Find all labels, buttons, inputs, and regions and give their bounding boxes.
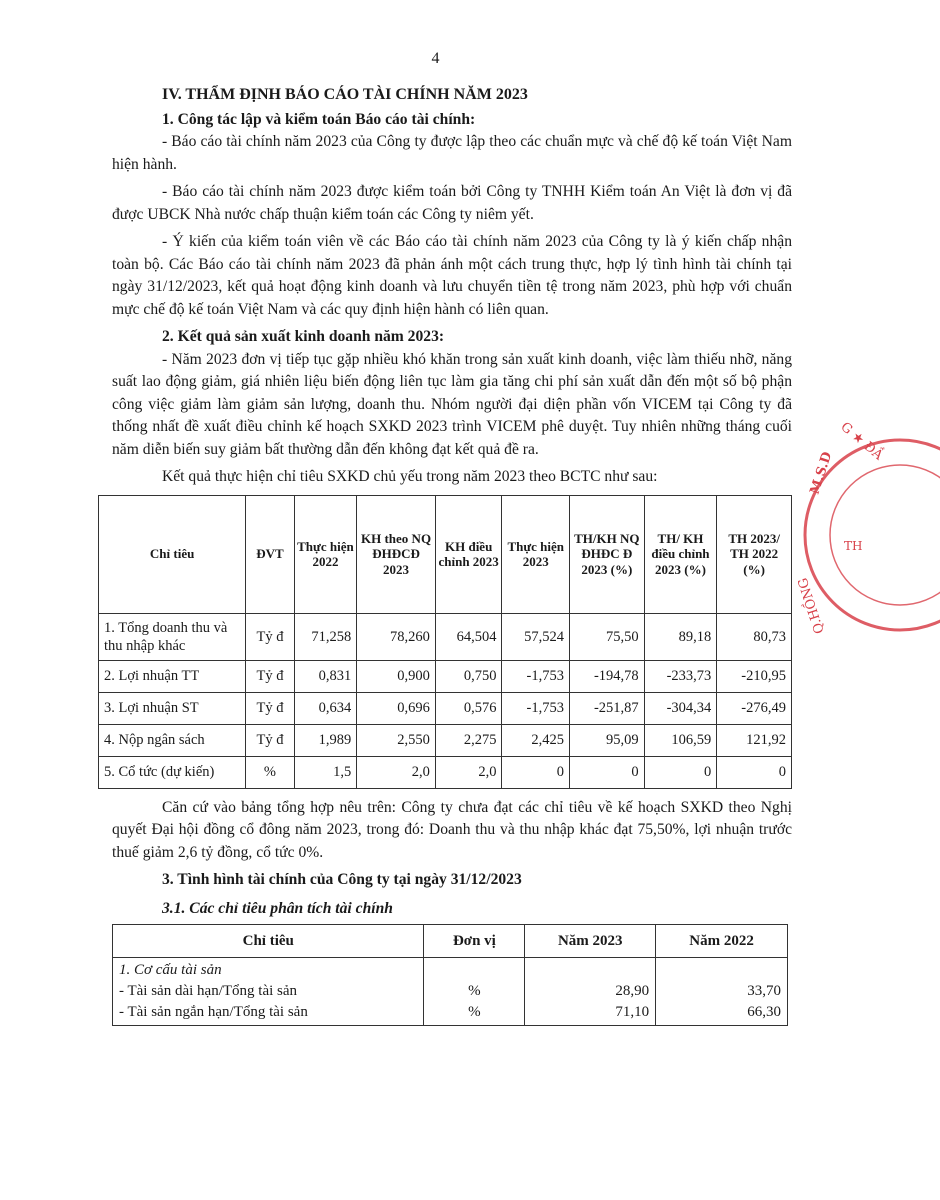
- table-cell: 66,30: [747, 1004, 781, 1020]
- table-cell: 121,92: [717, 724, 792, 756]
- table-cell: 80,73: [717, 613, 792, 660]
- section1-paragraph-3: - Ý kiến của kiểm toán viên về các Báo cáo tài chính năm 2023 của Công ty là ý kiến chấp nhận toàn bộ. Các Báo cáo tài chính năm 2023 đã phản ánh một cách trung thực, hợp lý tình hình tài chính tại ngày 31/12/2023, kết quả hoạt động kinh doanh và lưu chuyển tiền tệ trong năm 2023, phù hợp với chuẩn mực chế độ kế toán Việt Nam và các quy định hiện hành có liên quan.: [112, 233, 792, 318]
- section3-subtitle: 3.1. Các chỉ tiêu phân tích tài chính: [162, 899, 393, 917]
- table-cell: 106,59: [644, 724, 717, 756]
- results-header-cell: KH điều chỉnh 2023: [435, 495, 502, 613]
- results-header-cell: KH theo NQ ĐHĐCĐ 2023: [357, 495, 436, 613]
- fin-header-cell: Năm 2023: [525, 925, 656, 958]
- row-label: 5. Cổ tức (dự kiến): [99, 756, 246, 788]
- table-cell: 1,989: [294, 724, 357, 756]
- row-unit: Tỷ đ: [246, 724, 294, 756]
- table-row: [99, 724, 792, 756]
- row-label: 3. Lợi nhuận ST: [99, 692, 246, 724]
- results-header-cell: TH/ KH điều chỉnh 2023 (%): [644, 495, 717, 613]
- table-cell: 0,576: [435, 692, 502, 724]
- table-cell: 2,425: [502, 724, 570, 756]
- table-cell: 95,09: [570, 724, 645, 756]
- section1-paragraph-1: - Báo cáo tài chính năm 2023 của Công ty được lập theo các chuẩn mực và chế độ kế toán Việt Nam hiện hành.: [112, 133, 792, 173]
- table-cell: 2,0: [357, 756, 436, 788]
- table-cell: 0,831: [294, 660, 357, 692]
- row-unit: Tỷ đ: [246, 660, 294, 692]
- table-cell: 57,524: [502, 613, 570, 660]
- chapter-heading: IV. THẨM ĐỊNH BÁO CÁO TÀI CHÍNH NĂM 2023: [162, 86, 528, 103]
- row-unit: %: [246, 756, 294, 788]
- row-unit: Tỷ đ: [246, 613, 294, 660]
- table-cell: -233,73: [644, 660, 717, 692]
- table-row: [99, 613, 792, 660]
- table-cell: -251,87: [570, 692, 645, 724]
- page-content: [104, 84, 792, 1026]
- results-header-cell: ĐVT: [246, 495, 294, 613]
- results-header-cell: Thực hiện 2022: [294, 495, 357, 613]
- table-cell: 2,275: [435, 724, 502, 756]
- table-cell: 64,504: [435, 613, 502, 660]
- business-results-table: [98, 495, 792, 789]
- fin-header-cell: Đơn vị: [424, 925, 525, 958]
- table-cell: 2,0: [435, 756, 502, 788]
- financial-indicators-table: [112, 924, 788, 1026]
- section2-paragraph: - Năm 2023 đơn vị tiếp tục gặp nhiều khó khăn trong sản xuất kinh doanh, việc làm thiếu nhỡ, năng suất lao động giảm, giá nhiên liệu biến động liên tục làm gia tăng chi phí sản xuất dẫn đến một số bộ phận công việc giảm làm giảm sản lượng, doanh thu. Nhóm người đại diện phần vốn VICEM tại Công ty đã thống nhất đề xuất điều chỉnh kế hoạch SXKD 2023 trình VICEM phê duyệt. Tuy nhiên những tháng cuối năm diễn biến suy giảm bất thường dẫn đến không đạt kết quả đề ra.: [112, 350, 792, 458]
- results-header-cell: Chỉ tiêu: [99, 495, 246, 613]
- table-cell: 89,18: [644, 613, 717, 660]
- table-row: [99, 756, 792, 788]
- red-seal-stamp: [795, 380, 940, 690]
- table-cell: 0,750: [435, 660, 502, 692]
- row-unit: Tỷ đ: [246, 692, 294, 724]
- table-cell: 2,550: [357, 724, 436, 756]
- group-label: 1. Cơ cấu tài sản: [119, 962, 222, 978]
- results-header-cell: TH/KH NQ ĐHĐC Đ 2023 (%): [570, 495, 645, 613]
- table-cell: -1,753: [502, 660, 570, 692]
- results-header-cell: TH 2023/ TH 2022 (%): [717, 495, 792, 613]
- fin-header-row: [113, 925, 788, 958]
- table-cell: -276,49: [717, 692, 792, 724]
- table-cell: 0: [644, 756, 717, 788]
- row-unit: %: [468, 1004, 481, 1020]
- section1-title: 1. Công tác lập và kiểm toán Báo cáo tài chính:: [162, 110, 476, 128]
- table-cell: 0: [570, 756, 645, 788]
- results-header-row: [99, 495, 792, 613]
- table-cell: 1,5: [294, 756, 357, 788]
- stamp-text-bottom: Q.HỒNG: [795, 575, 828, 636]
- page-number: 4: [431, 50, 440, 67]
- results-conclusion: Căn cứ vào bảng tổng hợp nêu trên: Công ty chưa đạt các chỉ tiêu về kế hoạch SXKD theo Nghị quyết Đại hội đồng cổ đông năm 2023, trong đó: Doanh thu và thu nhập khác đạt 75,50%, lợi nhuận trước thuế giảm 2,6 tỷ đồng, cổ tức 0%.: [112, 798, 792, 861]
- table-cell: 0,696: [357, 692, 436, 724]
- stamp-text-low: TH: [844, 539, 863, 553]
- results-table-intro: Kết quả thực hiện chỉ tiêu SXKD chủ yếu trong năm 2023 theo BCTC như sau:: [162, 468, 658, 485]
- table-cell: 71,258: [294, 613, 357, 660]
- table-cell: 33,70: [747, 983, 781, 999]
- table-cell: 78,260: [357, 613, 436, 660]
- results-header-cell: Thực hiện 2023: [502, 495, 570, 613]
- row-label: - Tài sản dài hạn/Tổng tài sản: [119, 983, 298, 999]
- table-cell: 75,50: [570, 613, 645, 660]
- fin-header-cell: Năm 2022: [656, 925, 788, 958]
- section1-paragraph-2: - Báo cáo tài chính năm 2023 được kiểm toán bởi Công ty TNHH Kiểm toán An Việt là đơn vị đã được UBCK Nhà nước chấp thuận kiểm toán các Công ty niêm yết.: [112, 183, 792, 223]
- stamp-text-top: G ★ ĐẦ: [837, 419, 886, 464]
- row-label: 4. Nộp ngân sách: [99, 724, 246, 756]
- table-cell: 0: [717, 756, 792, 788]
- table-cell: 28,90: [615, 983, 650, 999]
- table-cell: 0,634: [294, 692, 357, 724]
- fin-header-cell: Chỉ tiêu: [113, 925, 424, 958]
- table-row: [99, 660, 792, 692]
- table-row: [113, 958, 788, 1026]
- table-cell: 0: [502, 756, 570, 788]
- table-cell: -210,95: [717, 660, 792, 692]
- row-unit: %: [468, 983, 481, 999]
- table-cell: 71,10: [615, 1004, 650, 1020]
- table-row: [99, 692, 792, 724]
- table-cell: -194,78: [570, 660, 645, 692]
- row-label: - Tài sản ngắn hạn/Tổng tài sản: [119, 1004, 308, 1020]
- table-cell: -304,34: [644, 692, 717, 724]
- section3-title: 3. Tình hình tài chính của Công ty tại ngày 31/12/2023: [162, 871, 522, 888]
- row-label: 1. Tổng doanh thu và thu nhập khác: [99, 613, 246, 660]
- stamp-text-mid: M.S.D: [807, 450, 836, 497]
- row-label: 2. Lợi nhuận TT: [99, 660, 246, 692]
- table-cell: 0,900: [357, 660, 436, 692]
- section2-title: 2. Kết quả sản xuất kinh doanh năm 2023:: [162, 328, 445, 345]
- table-cell: -1,753: [502, 692, 570, 724]
